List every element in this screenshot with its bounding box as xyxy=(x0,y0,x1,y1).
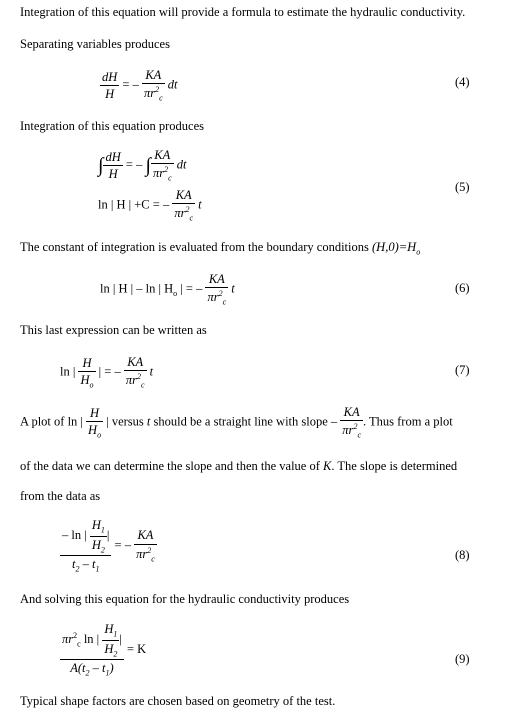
frac-numerator: KA xyxy=(127,355,144,369)
text: of the data we can determine the slope and then the value of xyxy=(20,459,324,473)
paragraph-shape-factors: Typical shape factors are chosen based on geometry of the test. xyxy=(20,694,336,708)
subscript: o xyxy=(416,247,421,257)
paragraph-written: This last expression can be written as xyxy=(20,323,207,337)
text: should be a straight line with slope – xyxy=(150,414,338,429)
equals-K: = K xyxy=(126,641,147,656)
boundary-condition: (H,0)=H xyxy=(372,240,417,254)
pi-r: πr xyxy=(136,546,148,561)
H1: H xyxy=(104,622,114,636)
t: t xyxy=(198,197,202,212)
paragraph-solving: And solving this equation for the hydraulic conductivity produces xyxy=(20,592,350,606)
pi-r: πr xyxy=(174,206,186,221)
frac-numerator: dH xyxy=(102,69,118,84)
K: K xyxy=(323,459,332,473)
frac-denominator: H xyxy=(105,87,115,102)
t: t xyxy=(149,364,154,379)
equation-number-5: (5) xyxy=(455,180,470,194)
text: A plot of ln | xyxy=(20,414,83,429)
t2: t xyxy=(71,557,76,572)
frac-numerator: dH xyxy=(105,149,121,164)
equation-4: $\frac{dH}{H}$ = – $\frac{KA}{\pi r^2_c}$ dt xyxy=(102,68,178,104)
paragraph-from-data: from the data as xyxy=(20,489,101,503)
ln-expression: ln | H | +C = – xyxy=(98,197,170,212)
equation-8: – ln | $\frac{H_1}{H_2}$ | $t_2 - t_1$ = – $\frac{KA}{\pi r^2_c}$ xyxy=(62,518,155,574)
dt: dt xyxy=(176,157,187,172)
text: The constant of integration is evaluated from the boundary conditions xyxy=(20,240,372,254)
minus-ln: – ln | xyxy=(62,528,87,543)
text: | versus xyxy=(106,414,147,429)
paragraph-intro: Integration of this equation will provide a formula to estimate the hydraulic conductivity. xyxy=(20,5,466,19)
text: . Thus from a plot xyxy=(363,414,453,429)
pi-r: πr xyxy=(62,632,74,647)
frac-denominator: H xyxy=(108,167,118,182)
equation-9: $\pi r^2_c$ ln | $\frac{H_1}{H_2}$ | $A(t_2 - t_1)$ = K xyxy=(62,622,147,678)
H1: H xyxy=(91,518,101,532)
H-o: H xyxy=(88,422,98,437)
t: t xyxy=(146,414,151,429)
frac-numerator: KA xyxy=(343,405,360,419)
frac-numerator: KA xyxy=(137,528,154,543)
equation-number-6: (6) xyxy=(455,281,470,295)
equation-number-9: (9) xyxy=(455,652,470,666)
pi-r: πr xyxy=(125,373,137,388)
pi-r: πr xyxy=(342,423,354,438)
paragraph-plot: A plot of ln | $\frac{H}{H_o}$ | versus t should be a straight line with slope – $\frac{KA}{\pi r^2_c}$ . Thus from a plot xyxy=(20,405,453,441)
frac-numerator: KA xyxy=(208,272,225,286)
dt: dt xyxy=(167,77,178,92)
frac-numerator: KA xyxy=(175,188,192,202)
paragraph-separating: Separating variables produces xyxy=(20,37,170,51)
paragraph-data xyxy=(20,460,457,473)
equation-5-line1: ∫ $\frac{dH}{H}$ = – ∫ $\frac{KA}{\pi r^2_c}$ dt xyxy=(98,148,187,184)
equation-number-8: (8) xyxy=(455,548,470,562)
H-o: H xyxy=(80,372,90,387)
A-t2: A(t xyxy=(70,661,86,676)
ln: ln | xyxy=(60,364,76,379)
equation-7: ln | $\frac{H}{H_o}$ | = – $\frac{KA}{\pi r^2_c}$ t xyxy=(60,355,154,391)
equation-number-4: (4) xyxy=(455,75,470,89)
H2: H xyxy=(91,537,101,552)
pi-r: πr xyxy=(143,86,156,101)
pi-r: πr xyxy=(152,166,165,181)
ln-expression: ln | H | – ln | H xyxy=(100,281,174,296)
frac-numerator: H xyxy=(82,355,92,370)
paragraph-integration: Integration of this equation produces xyxy=(20,119,204,133)
equation-number-7: (7) xyxy=(455,363,470,377)
H2: H xyxy=(104,641,114,656)
frac-numerator: KA xyxy=(154,148,171,162)
t: t xyxy=(231,281,235,296)
equation-5-line2: ln | H | +C = – $\frac{KA}{\pi r^2_c}$ t xyxy=(98,188,202,224)
pi-r: πr xyxy=(207,290,219,305)
text: . The slope is determined xyxy=(331,459,458,473)
frac-numerator: H xyxy=(90,405,100,420)
equation-6: ln | H | – ln | $H_o$ | = – $\frac{KA}{\pi r^2_c}$ t xyxy=(100,272,235,308)
frac-numerator: KA xyxy=(145,68,162,82)
paragraph-constant xyxy=(20,241,420,257)
